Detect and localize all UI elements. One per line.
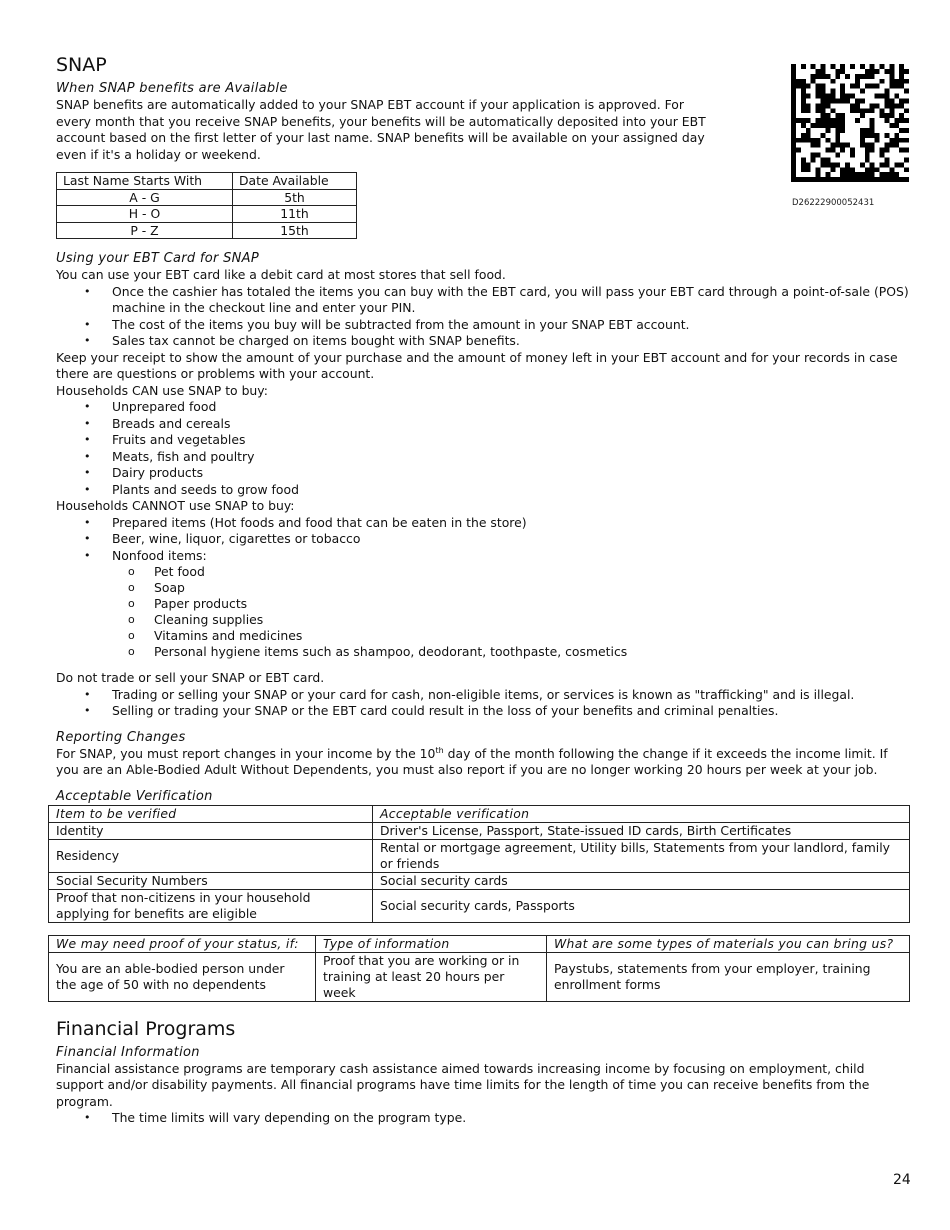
list-item: o Vitamins and medicines [154,628,909,644]
table-row [49,952,910,1001]
list-item: o Soap [154,580,909,596]
list-item: • Breads and cereals [112,416,909,433]
table-row [57,206,357,223]
using-heading: Using your EBT Card for SNAP [56,251,259,266]
table-cell: Proof that you are working or in training at least 20 hours per week [316,952,547,1001]
financial-heading: Financial Information [56,1044,200,1060]
table-header-row [57,173,357,190]
can-intro: Households CAN use SNAP to buy: [56,382,268,398]
list-item: • Trading or selling your SNAP or your card for cash, non-eligible items, or services is known as "trafficking" and is illegal. [112,687,909,704]
nonfood-list [112,564,909,660]
when-body: SNAP benefits are automatically added to your SNAP EBT account if your application is approved. For every month that you receive SNAP benefits, your benefits will be automatically deposited into your EBT account based on the first letter of your last name. SNAP benefits will be available on your assigned day even if it's a holiday or weekend. [56,97,706,162]
financial-title: Financial Programs [56,1017,236,1040]
table-cell: H - O [57,206,233,223]
list-item: • The time limits will vary depending on the program type. [112,1110,909,1127]
table-cell: You are an able-bodied person under the age of 50 with no dependents [49,952,316,1001]
table-row [57,222,357,239]
list-item: • Once the cashier has totaled the items you can buy with the EBT card, you will pass your EBT card through a point-of-sale (POS) machine in the checkout line and enter your PIN. [112,284,909,317]
reporting-body [56,746,909,779]
page-number: 24 [893,1172,911,1188]
when-heading: When SNAP benefits are Available [56,81,288,96]
header-cell: Date Available [233,173,357,190]
header-cell: Item to be verified [49,805,373,822]
trade-intro: Do not trade or sell your SNAP or EBT card. [56,670,325,685]
table-cell: Residency [49,839,373,872]
list-item: • Meats, fish and poultry [112,449,909,466]
table-cell: Social security cards, Passports [373,889,910,922]
status-proof-table [48,935,910,1002]
receipt-note: Keep your receipt to show the amount of your purchase and the amount of money left in your EBT account and for your records in case there are questions or problems with your account. [56,349,898,381]
list-item: • Sales tax cannot be charged on items bought with SNAP benefits. [112,333,909,350]
header-cell: Acceptable verification [373,805,910,822]
list-item: • Dairy products [112,465,909,482]
table-cell: Rental or mortgage agreement, Utility bills, Statements from your landlord, family or friends [373,839,910,872]
cannot-list [56,515,909,661]
table-cell: 5th [233,189,357,206]
reporting-text-end: day of the month following the change if it exceeds the income limit. If you are an Able-Bodied Adult Without Dependents, you must also report if you are no longer working 20 hours per week at your job. [56,745,888,777]
list-item: • Selling or trading your SNAP or the EBT card could result in the loss of your benefits and criminal penalties. [112,703,909,720]
list-item: o Cleaning supplies [154,612,909,628]
cannot-intro: Households CANNOT use SNAP to buy: [56,498,295,513]
table-row [49,822,910,839]
table-cell: Social security cards [373,872,910,889]
financial-body: Financial assistance programs are temporary cash assistance aimed towards increasing income by focusing on employment, child support and/or disability payments. All financial programs have time limits for the length of time you can receive benefits from the program. [56,1060,870,1109]
list-item: • Prepared items (Hot foods and food that can be eaten in the store) [112,515,909,532]
table-header-row [49,805,910,822]
list-item: o Pet food [154,564,909,580]
table-cell: A - G [57,189,233,206]
table-header-row [49,935,910,952]
table-cell: Paystubs, statements from your employer, training enrollment forms [547,952,910,1001]
trade-list [56,687,909,720]
header-cell: We may need proof of your status, if: [49,935,316,952]
snap-title: SNAP [56,54,107,76]
table-cell: Social Security Numbers [49,872,373,889]
list-item [112,548,909,661]
list-item: • Plants and seeds to grow food [112,482,909,499]
table-row [49,889,910,922]
table-cell: Driver's License, Passport, State-issued ID cards, Birth Certificates [373,822,910,839]
table-cell: P - Z [57,222,233,239]
table-cell: Identity [49,822,373,839]
using-list [56,284,909,350]
list-item: • Unprepared food [112,399,909,416]
can-list [56,399,909,498]
table-row [57,189,357,206]
list-item-label: Nonfood items: [112,547,207,563]
list-item: • Beer, wine, liquor, cigarettes or tobacco [112,531,909,548]
table-cell: 11th [233,206,357,223]
table-cell: Proof that non-citizens in your household applying for benefits are eligible [49,889,373,922]
barcode-label: D26222900052431 [792,198,875,208]
ordinal-suffix: th [435,745,444,755]
using-intro: You can use your EBT card like a debit card at most stores that sell food. [56,267,506,282]
header-cell: What are some types of materials you can bring us? [547,935,910,952]
list-item: o Personal hygiene items such as shampoo, deodorant, toothpaste, cosmetics [154,644,909,660]
benefit-schedule-table [56,172,357,239]
list-item: • The cost of the items you buy will be subtracted from the amount in your SNAP EBT account. [112,317,909,334]
table-row [49,839,910,872]
verification-heading: Acceptable Verification [56,788,213,804]
header-cell: Type of information [316,935,547,952]
reporting-text-start: For SNAP, you must report changes in your income by the 10 [56,745,436,761]
reporting-heading: Reporting Changes [56,729,186,745]
page-content [56,52,909,1127]
table-cell: 15th [233,222,357,239]
header-cell: Last Name Starts With [57,173,233,190]
list-item: o Paper products [154,596,909,612]
table-row [49,872,910,889]
verification-table [48,805,910,923]
financial-list [56,1110,909,1127]
list-item: • Fruits and vegetables [112,432,909,449]
